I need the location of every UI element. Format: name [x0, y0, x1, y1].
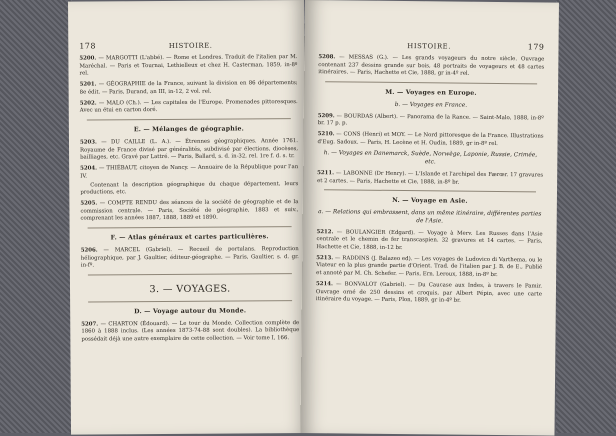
- section-heading: F. — Atlas généraux et cartes particulières.: [110, 233, 269, 242]
- section-rule: [86, 118, 291, 120]
- binding-cloth-left: [0, 0, 72, 433]
- entry-text: — COMPTE RENDU des séances de la société de géographie et de la commission centrale. — Paris, Société de géographie, 1883 et suiv., comprenant les années 1887, 1888, 1889 et 1890.: [80, 199, 299, 223]
- section-rule: [87, 273, 292, 275]
- entry-number: 5204.: [80, 165, 98, 172]
- subsection-heading: a. — Relations qui embrassent, dans un même itinéraire, différentes parties de l'Asie.: [318, 209, 542, 225]
- section-rule: [324, 189, 536, 192]
- entry-text: — MESSAS (G.). — Les grands voyageurs du notre siècle. Ouvrage contenant 237 dessins grande sur bois, 48 portraits de voyageurs et 48 cartes itinéraires. — Paris, Hachette et Cie, 1888, gr in-4º rel.: [318, 54, 545, 77]
- catalog-entry: [317, 170, 543, 188]
- left-running-title: HISTOIRE.: [168, 41, 213, 50]
- entry-number: 5203.: [79, 139, 97, 146]
- left-page-body: [79, 54, 299, 344]
- right-page-number: 179: [527, 42, 545, 52]
- catalog-entry: [79, 54, 297, 78]
- section-rule: [325, 81, 537, 84]
- subsection-heading: b. — Voyages en France.: [394, 101, 468, 109]
- entry-text: — BOURDAS (Albert). — Panorama de la Rance. — Saint-Malo, 1888, in-8º br. 17 p. p.: [317, 112, 544, 127]
- entry-text: — MARGOTTI (L'abbé). — Rome et Londres. Traduit de l'italien par M. Maréchal. — Paris et Tournai, Lethielleux et chez H. Casterman, 1859, in-8º rel.: [79, 54, 298, 77]
- entry-text: — DU CAILLE (L. A.). — Étrennes géographiques. Année 1761. Royaume de France divisé par généralités, subdivisé par élections, diocèses, bailliages, etc. Gravé par Lattré. — Paris, Ballard, s. d. in-32, rel. 1re f. d. s. tr.: [80, 137, 299, 161]
- entry-text: — THIÉBAUT, citoyen de Nancy. — Annuaire de la République pour l'an IV.: [80, 164, 299, 180]
- catalog-entry: [81, 320, 299, 344]
- left-page-number: 178: [79, 41, 97, 51]
- entry-text: — CHARTON (Édouard). — Le tour du Monde. Collection complète de 1860 à 1888 inclus. (Les années 1873-74-88 sont doubles). La bibliothèque possédait déjà une autre exemplaire de cette collection. — Voir tome I, 166.: [81, 319, 300, 343]
- entry-text: — MARCEL (Gabriel). — Recueil de portulans. Reproduction héliographique, par J. Gaultier, éditeur-géographe. — Paris, Gaultier, s. d. gr. in-fº.: [80, 246, 299, 269]
- entry-text: — LABONNE (Dr Henry). — L'Islande et l'archipel des Færœr. 17 gravures et 2 cartes. — Paris, Hachette et Cie, 1888, in-8º br.: [317, 170, 544, 186]
- entry-number: 5205.: [80, 200, 98, 207]
- entry-number: 5211.: [317, 170, 335, 177]
- entry-number: 5212.: [316, 228, 334, 236]
- entry-text: — RADDINS (J. Balazeo ed). — Les voyages de Ludovico di Varthema, ou le Viateur en la plus grande partie d'Orient. Trad. de l'italien par J. B. de E., Publié et annoté par M. Ch. Schefer. — Paris, Ern. Leroux, 1888, in-8º br.: [316, 255, 543, 279]
- entry-number: 5201.: [79, 81, 97, 88]
- binding-cloth-right: [556, 0, 616, 433]
- catalog-entry: [80, 199, 298, 223]
- entry-number: 5208.: [318, 54, 336, 61]
- entry-text: — BONVALOT (Gabriel). — Du Caucase aux Indes, à travers le Pamir. Ouvrage orné de 250 dessins et croquis, par Albert Pépin, avec une carte itinéraire du voyage. — Paris, Plon, 1889, gr in-4º br.: [315, 281, 543, 304]
- catalog-entry: [317, 131, 543, 149]
- entry-number: 5214.: [315, 281, 333, 288]
- catalog-entry: [318, 113, 544, 131]
- catalog-entry: [316, 229, 542, 254]
- entry-text: — GÉOGRAPHIE de la France, suivant la division en 86 départements; 8e édit. — Paris, Durand, an III, in-12, 2 vol. rel.: [79, 80, 298, 96]
- section-heading: M. — Voyages en Europe.: [385, 88, 477, 97]
- catalog-entry: [316, 281, 542, 306]
- entry-note: Contenant la description géographique du chaque département, leurs productions, etc.: [80, 180, 299, 196]
- entry-number: 5200.: [79, 55, 97, 62]
- entry-number: 5209.: [317, 112, 335, 119]
- entry-text: — BOULANGIER (Edgard). — Voyage à Merv. Les Russes dans l'Asie centrale et le chemin de fer transcaspien. 32 gravures et 14 cartes. — Paris, Hachette et Cie, 1888, in-12 br.: [316, 229, 543, 251]
- right-page: [300, 0, 559, 436]
- right-running-head: [318, 40, 544, 51]
- catalog-entry: [318, 54, 544, 79]
- catalog-entry: [316, 255, 542, 280]
- major-heading: 3. — VOYAGES.: [149, 283, 231, 295]
- entry-text: — CONS (Henri) et MOY. — Le Nord pittoresque de la France. Illustrations d'Eug. Sadoux. — Paris, H. Lecène et H. Oudin, 1889, gr in-8º rel.: [317, 131, 544, 147]
- entry-number: 5206.: [80, 247, 98, 254]
- section-heading: D. — Voyage autour du Monde.: [134, 307, 247, 316]
- left-running-head: [79, 40, 297, 51]
- subsection-heading: h. — Voyages en Danemarck, Suède, Norwège, Laponie, Russie, Crimée, etc.: [323, 150, 538, 166]
- entry-number: 5202.: [79, 100, 97, 107]
- left-page: [68, 0, 307, 435]
- entry-number: 5213.: [316, 255, 334, 262]
- section-rule: [88, 300, 293, 302]
- entry-text: — MALO (Ch.). — Les capitales de l'Europe. Promenades pittoresques. Avec un étui en carton doré.: [79, 98, 298, 114]
- right-running-title: HISTOIRE.: [407, 42, 452, 51]
- catalog-entry: [80, 99, 298, 116]
- entry-number: 5210.: [317, 131, 335, 138]
- section-rule: [87, 226, 292, 228]
- catalog-entry: [80, 138, 298, 162]
- catalog-entry: [80, 164, 298, 181]
- section-heading: N. — Voyage en Asie.: [392, 197, 468, 205]
- catalog-entry: [80, 80, 298, 97]
- catalog-entry: [81, 246, 299, 270]
- entry-number: 5207.: [81, 321, 99, 328]
- right-page-body: [316, 54, 545, 306]
- section-heading: E. — Mélanges de géographie.: [133, 125, 245, 134]
